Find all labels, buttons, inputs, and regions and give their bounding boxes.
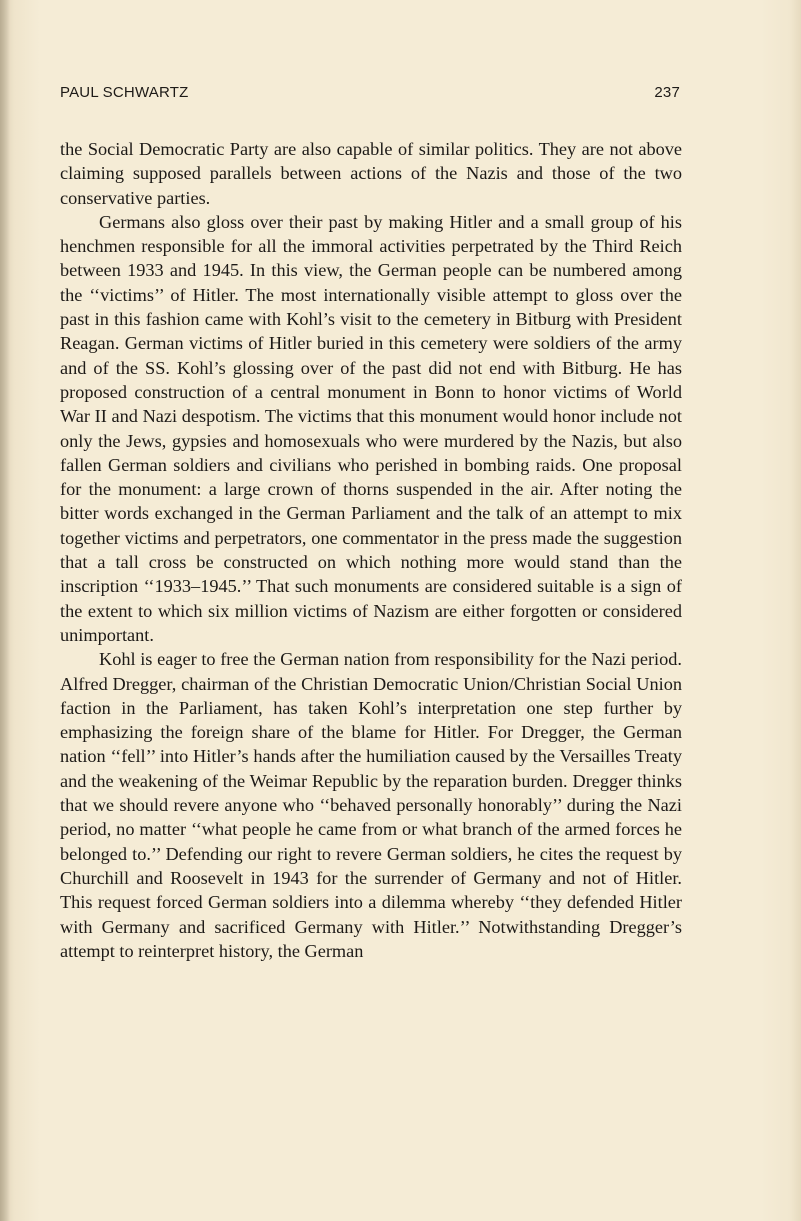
running-head-author: PAUL SCHWARTZ	[60, 84, 189, 101]
page-gutter-shadow	[0, 0, 10, 1221]
page-number: 237	[654, 84, 680, 101]
body-text	[60, 137, 682, 963]
running-head	[60, 84, 680, 108]
paragraph-kohl-dregger: Kohl is eager to free the German nation from responsibility for the Nazi period. Alfred Dregger, chairman of the Christian Democratic Union/Christian Social Union faction in the Parliament, has taken Kohl’s interpretation one step further by emphasizing the foreign share of the blame for Hitler. For Dregger, the German nation ‘‘fell’’ into Hitler’s hands after the humiliation caused by the Versailles Treaty and the weakening of the Weimar Republic by the reparation burden. Dregger thinks that we should revere anyone who ‘‘behaved personally honorably’’ during the Nazi period, no matter ‘‘what people he came from or what branch of the armed forces he belonged to.’’ Defending our right to revere German soldiers, he cites the request by Churchill and Roosevelt in 1943 for the surrender of Germany and not of Hitler. This request forced German soldiers into a dilemma whereby ‘‘they defended Hitler with Germany and sacrificed Germany with Hitler.’’ Notwithstanding Dregger’s attempt to reinterpret history, the German	[60, 649, 682, 961]
paragraph-continued: the Social Democratic Party are also capable of similar politics. They are not above claiming supposed parallels between actions of the Nazis and those of the two conservative parties.	[60, 139, 682, 208]
paragraph-glossing-over-past: Germans also gloss over their past by making Hitler and a small group of his henchmen responsible for all the immoral activities perpetrated by the Third Reich between 1933 and 1945. In this view, the German people can be numbered among the ‘‘victims’’ of Hitler. The most internationally visible attempt to gloss over the past in this fashion came with Kohl’s visit to the cemetery in Bitburg with President Reagan. German victims of Hitler buried in this cemetery were soldiers of the army and of the SS. Kohl’s glossing over of the past did not end with Bitburg. He has proposed construction of a central monument in Bonn to honor victims of World War II and Nazi despotism. The victims that this monument would honor include not only the Jews, gypsies and homosexuals who were murdered by the Nazis, but also fallen German soldiers and civilians who perished in bombing raids. One proposal for the monument: a large crown of thorns suspended in the air. After noting the bitter words exchanged in the German Parliament and the talk of an attempt to mix together victims and perpetrators, one commentator in the press made the suggestion that a tall cross be constructed on which nothing more would stand than the inscription ‘‘1933–1945.’’ That such monuments are considered suitable is a sign of the extent to which six million victims of Nazism are either forgotten or considered unimportant.	[60, 211, 682, 645]
